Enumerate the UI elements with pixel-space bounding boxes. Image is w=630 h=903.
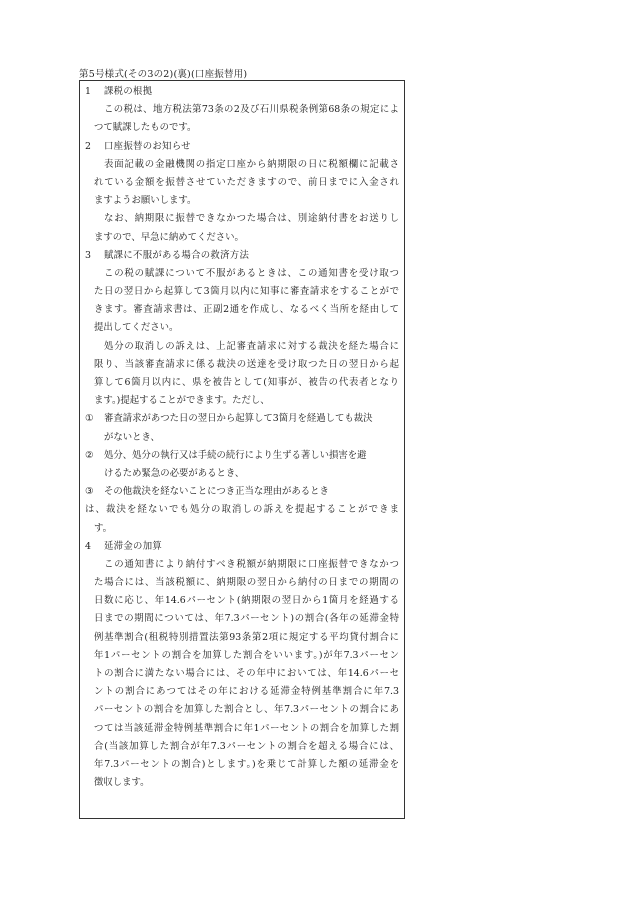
item-text: 審査請求があつた日の翌日から起算して3箇月を経過しても裁決 — [104, 413, 373, 425]
notice-frame — [79, 80, 405, 819]
paragraph-line: 例基準割合(租税特別措置法第93条第2項に規定する平均貸付割合に — [94, 631, 399, 643]
section-3-heading — [85, 247, 399, 265]
section-4-heading — [85, 538, 399, 556]
list-item-continuation: がないとき、 — [104, 431, 160, 443]
paragraph-line: この通知書により納付すべき税額が納期限に口座振替できなかつ — [104, 558, 399, 570]
item-mark: ③ — [85, 486, 94, 498]
section-number: 4 — [85, 540, 92, 552]
section-2-heading — [85, 138, 399, 156]
section-number: 3 — [85, 249, 92, 261]
paragraph-line: 限り、当該審査請求に係る裁決の送達を受け取つた日の翌日から起 — [94, 358, 399, 370]
paragraph-line: 提出してください。 — [94, 322, 179, 334]
section-title: 延滞金の加算 — [104, 540, 163, 552]
paragraph-line: 合(当該加算した割合が年7.3パーセントの割合を超える場合には、 — [94, 740, 399, 752]
item-text: その他裁決を経ないことにつき正当な理由があるとき — [104, 486, 329, 498]
paragraph-line: 算して6箇月以内に、県を被告として(知事が、被告の代表者となり — [94, 377, 399, 388]
paragraph-line: この税の賦課について不服があるときは、この通知書を受け取つ — [104, 267, 399, 279]
paragraph-line: た日の翌日から起算して3箇月以内に知事に審査請求をすることがで — [94, 286, 399, 298]
paragraph-line: ます。)提起することができます。ただし、 — [94, 395, 270, 407]
paragraph-line: ントの割合にあつてはその年における延滞金特例基準割合に年7.3 — [94, 686, 399, 698]
paragraph-line: この税は、地方税法第73条の2及び石川県税条例第68条の規定によ — [104, 104, 399, 116]
paragraph-line: す。 — [94, 522, 112, 534]
paragraph-line: 日までの期間については、年7.3パーセント)の割合(各年の延滞金特 — [94, 613, 399, 625]
list-item-continuation: けるため緊急の必要があるとき、 — [104, 467, 245, 479]
paragraph-line: は、裁決を経ないでも処分の取消しの訴えを提起することができま — [85, 504, 399, 516]
section-title: 賦課に不服がある場合の救済方法 — [104, 249, 250, 261]
paragraph-line: ますようお願いします。 — [94, 195, 197, 207]
list-item — [85, 410, 399, 428]
paragraph-line: なお、納期限に振替できなかつた場合は、別途納付書をお送りし — [104, 213, 399, 225]
paragraph-line: 年7.3パーセントの割合)とします。)を乗じて計算した額の延滞金を — [94, 758, 399, 770]
item-text: 処分、処分の執行又は手続の続行により生ずる著しい損害を避 — [104, 449, 367, 461]
list-item — [85, 447, 399, 465]
paragraph-line: 日数に応じ、年14.6パーセント(納期限の翌日から1箇月を経過する — [94, 595, 399, 607]
section-1-heading — [85, 83, 399, 101]
section-number: 2 — [85, 140, 92, 152]
paragraph-line: 表面記載の金融機関の指定口座から納期限の日に税額欄に記載さ — [104, 158, 399, 170]
paragraph-line: つては当該延滞金特例基準割合に年1パーセントの割合を加算した割 — [94, 722, 399, 734]
form-title: 第5号様式(その3の2)(裏)(口座振替用) — [79, 69, 248, 80]
paragraph-line: 処分の取消しの訴えは、上記審査請求に対する裁決を経た場合に — [104, 340, 399, 352]
section-number: 1 — [85, 86, 92, 97]
paragraph-line: トの割合に満たない場合には、その年中においては、年14.6パーセ — [94, 668, 399, 679]
section-title: 口座振替のお知らせ — [104, 140, 191, 152]
item-mark: ① — [85, 413, 94, 425]
item-mark: ② — [85, 449, 94, 461]
paragraph-line: 年1パーセントの割合を加算した割合をいいます。)が年7.3パーセン — [94, 649, 399, 661]
paragraph-line: れている金額を振替させていただきますので、前日までに入金され — [94, 176, 399, 188]
paragraph-line: パーセントの割合を加算した割合とし、年7.3パーセントの割合にあ — [94, 704, 399, 716]
paragraph-line: 徴収します。 — [94, 777, 150, 789]
paragraph-line: た場合には、当該税額に、納期限の翌日から納付の日までの期間の — [94, 577, 399, 589]
section-title: 課税の根拠 — [104, 86, 153, 97]
paragraph-line: ますので、早急に納めてください。 — [94, 231, 244, 243]
paragraph-line: きます。審査請求書は、正副2通を作成し、なるべく当所を経由して — [94, 304, 399, 316]
paragraph-line: つて賦課したものです。 — [94, 122, 197, 134]
list-item — [85, 483, 399, 501]
